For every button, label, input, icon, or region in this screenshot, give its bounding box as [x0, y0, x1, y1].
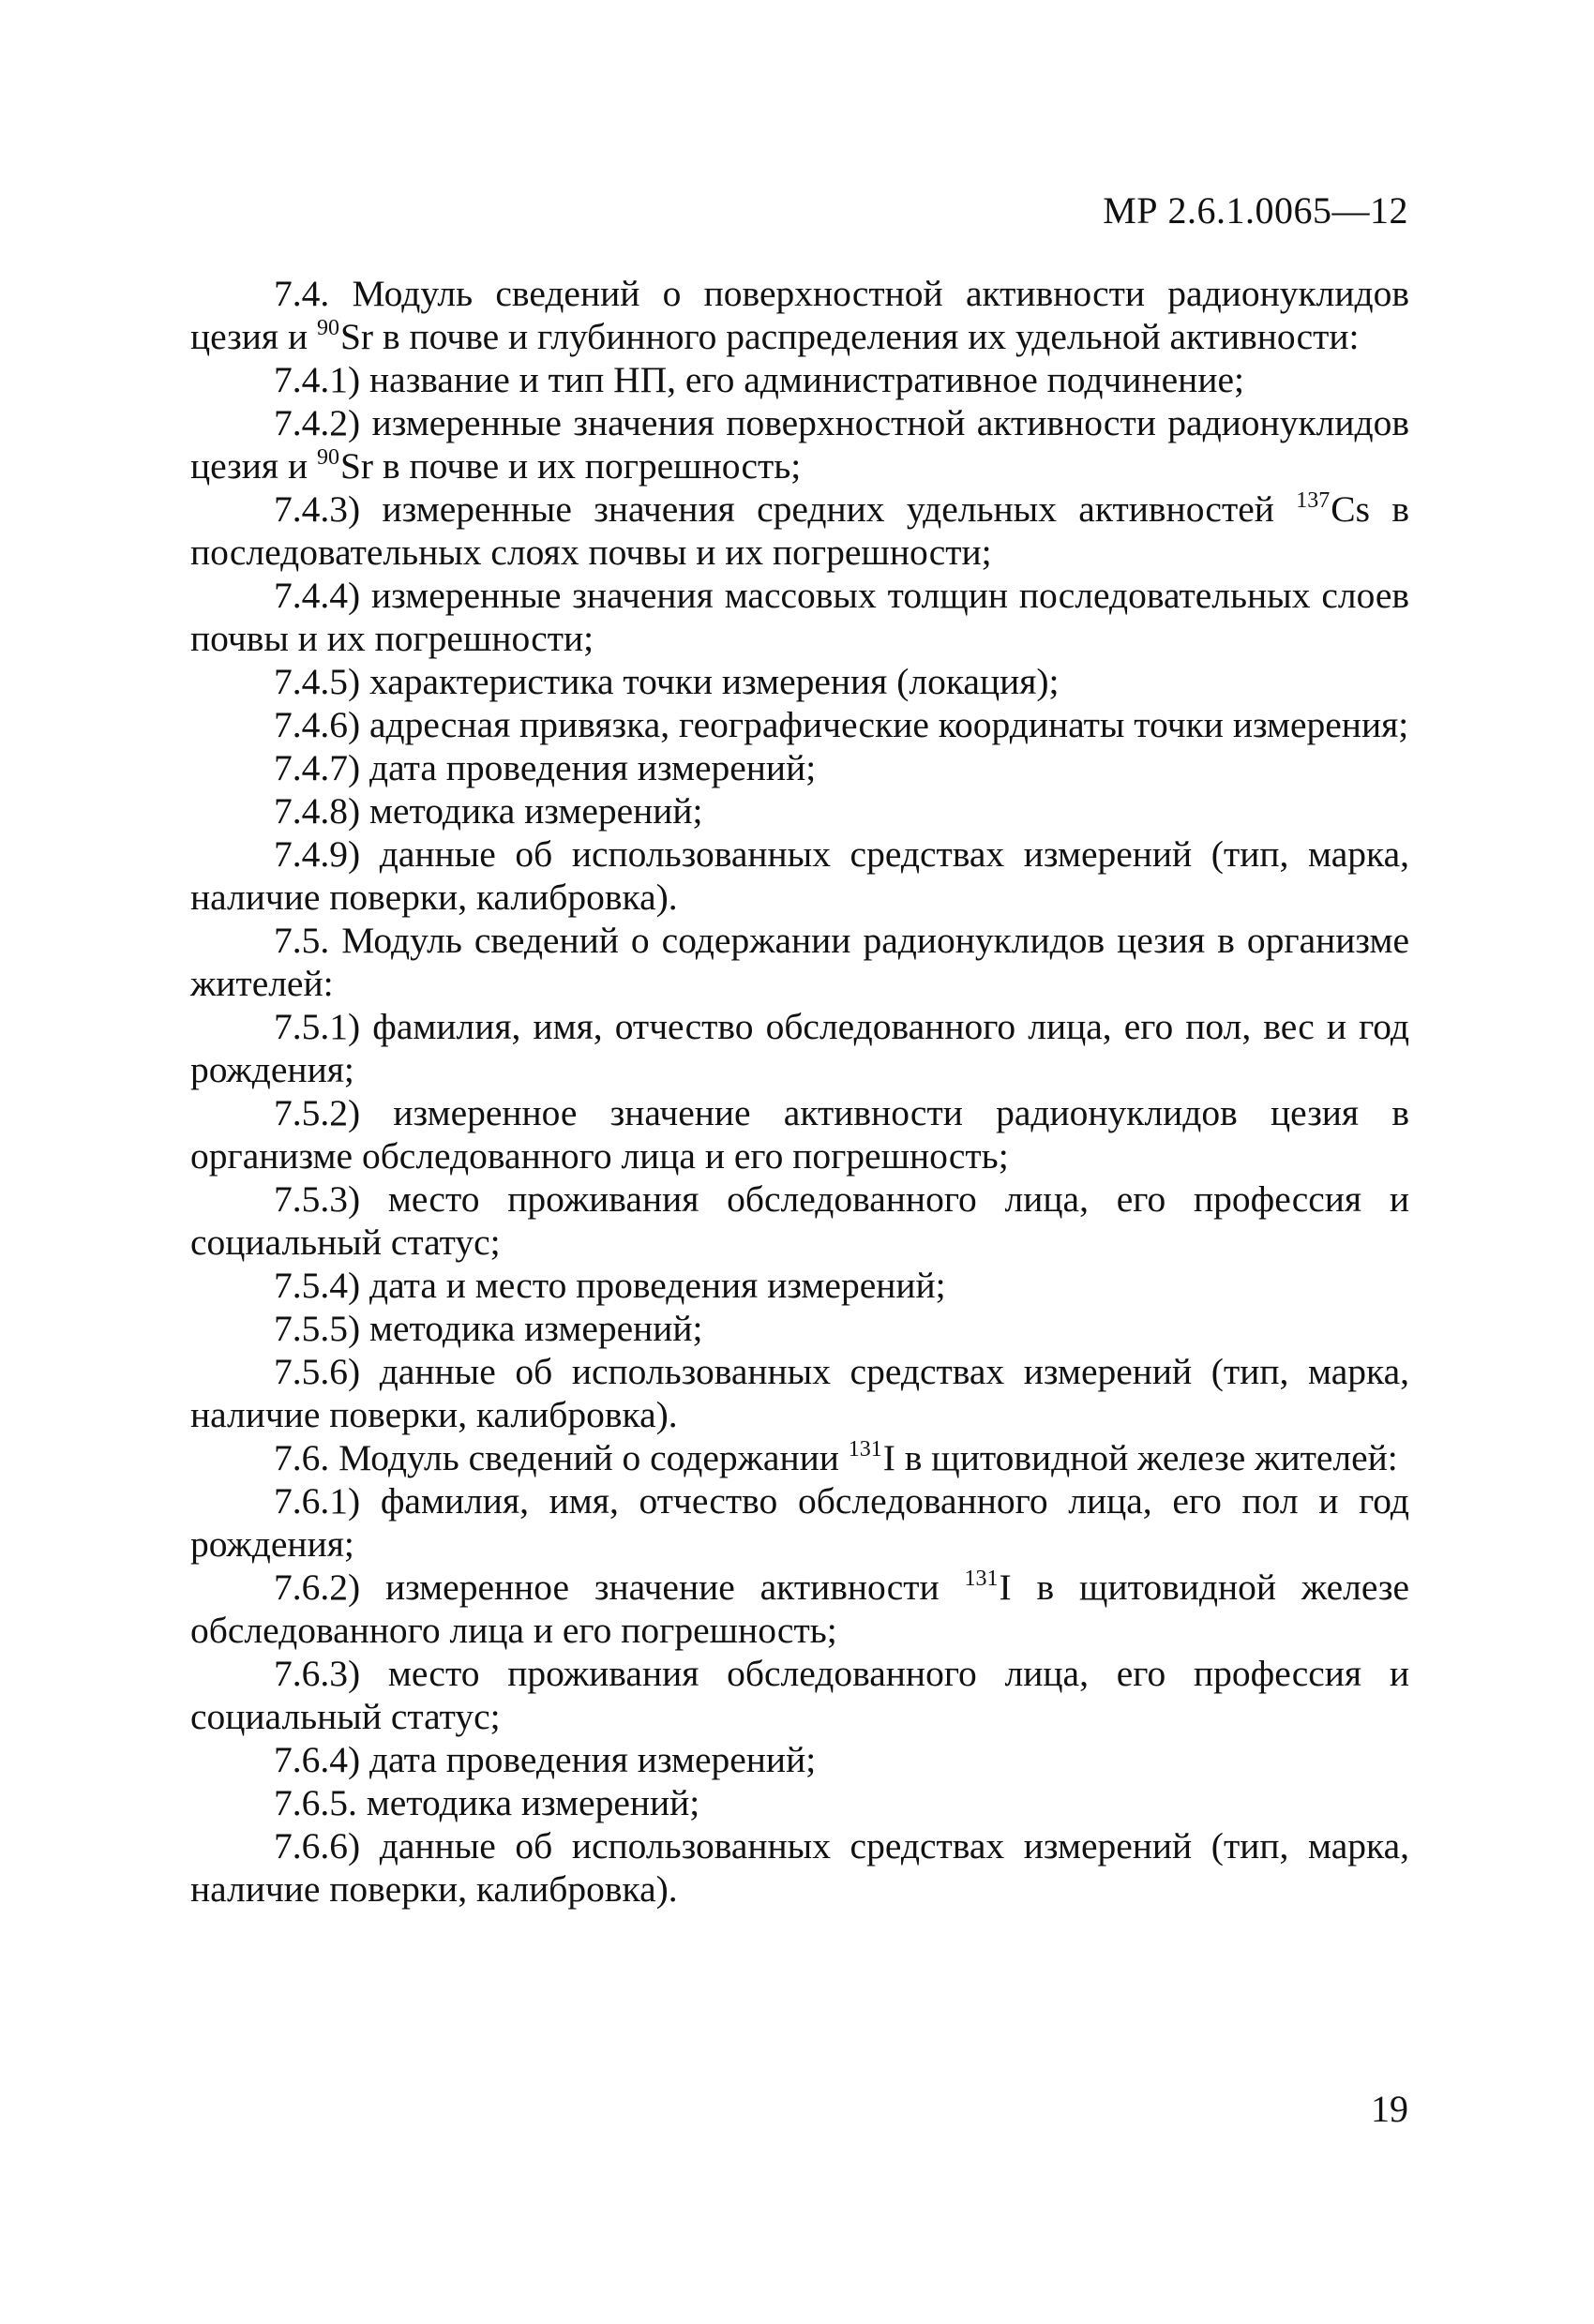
text: Cs в последовательных слоях почвы и их погрешности;	[190, 488, 1409, 573]
isotope-mass-i131: 131	[964, 1567, 999, 1591]
document-body	[190, 272, 1409, 1911]
page-number: 19	[1371, 2088, 1408, 2130]
section-7-5-heading: 7.5. Модуль сведений о содержании радионуклидов цезия в организме жителей:	[190, 920, 1409, 1004]
list-item-7-4-6: 7.4.6) адресная привязка, географические координаты точки измерения;	[274, 704, 1409, 745]
isotope-mass-cs137: 137	[1296, 488, 1331, 513]
list-item-7-6-4: 7.6.4) дата проведения измерений;	[274, 1739, 817, 1780]
list-item-7-4-1: 7.4.1) название и тип НП, его административное подчинение;	[274, 359, 1244, 400]
list-item-7-4-4: 7.4.4) измеренные значения массовых толщин последовательных слоев почвы и их погрешности;	[190, 575, 1409, 659]
list-item-7-6-1: 7.6.1) фамилия, имя, отчество обследованного лица, его пол и год рождения;	[190, 1480, 1409, 1565]
text: 7.4.3) измеренные значения средних удельных активностей	[274, 488, 1297, 530]
list-item-7-6-2	[190, 1566, 1409, 1652]
section-7-6-heading	[190, 1436, 1409, 1479]
list-item-7-4-5: 7.4.5) характеристика точки измерения (локация);	[274, 661, 1060, 702]
text: 7.6. Модуль сведений о содержании	[274, 1437, 849, 1478]
list-item-7-4-8: 7.4.8) методика измерений;	[274, 790, 703, 832]
list-item-7-5-4: 7.5.4) дата и место проведения измерений;	[274, 1265, 946, 1306]
isotope-mass-sr90: 90	[316, 445, 339, 470]
isotope-mass-sr90: 90	[316, 316, 339, 340]
text: I в щитовидной железе жителей:	[882, 1437, 1398, 1478]
isotope-mass-i131: 131	[848, 1437, 882, 1462]
text: 7.4.2) измеренные значения поверхностной активности радионуклидов цезия и	[190, 402, 1409, 487]
list-item-7-5-5: 7.5.5) методика измерений;	[274, 1308, 703, 1349]
list-item-7-4-2	[190, 401, 1409, 487]
list-item-7-6-6: 7.6.6) данные об использованных средствах измерений (тип, марка, наличие поверки, калибровка).	[190, 1825, 1409, 1910]
text: 7.6.2) измеренное значение активности	[274, 1567, 965, 1608]
text: Sr в почве и глубинного распределения их удельной активности:	[339, 316, 1360, 357]
text: Sr в почве и их погрешность;	[339, 445, 802, 487]
list-item-7-5-2: 7.5.2) измеренное значение активности радионуклидов цезия в организме обследованного лица и его погрешность;	[190, 1092, 1409, 1177]
list-item-7-4-9: 7.4.9) данные об использованных средствах измерений (тип, марка, наличие поверки, калибровка).	[190, 833, 1409, 918]
list-item-7-6-3: 7.6.3) место проживания обследованного лица, его профессия и социальный статус;	[190, 1653, 1409, 1737]
list-item-7-6-5: 7.6.5. методика измерений;	[274, 1782, 700, 1823]
section-7-4-heading	[190, 272, 1409, 358]
text: 7.4. Модуль сведений о поверхностной активности радионуклидов цезия и	[190, 273, 1409, 357]
list-item-7-4-3	[190, 487, 1409, 574]
text: I в щитовидной железе обследованного лица и его погрешность;	[190, 1567, 1409, 1651]
document-code: МР 2.6.1.0065—12	[1103, 189, 1408, 232]
list-item-7-5-1: 7.5.1) фамилия, имя, отчество обследованного лица, его пол, вес и год рождения;	[190, 1006, 1409, 1090]
list-item-7-5-3: 7.5.3) место проживания обследованного лица, его профессия и социальный статус;	[190, 1178, 1409, 1263]
list-item-7-5-6: 7.5.6) данные об использованных средствах измерений (тип, марка, наличие поверки, калибровка).	[190, 1351, 1409, 1435]
list-item-7-4-7: 7.4.7) дата проведения измерений;	[274, 747, 817, 788]
